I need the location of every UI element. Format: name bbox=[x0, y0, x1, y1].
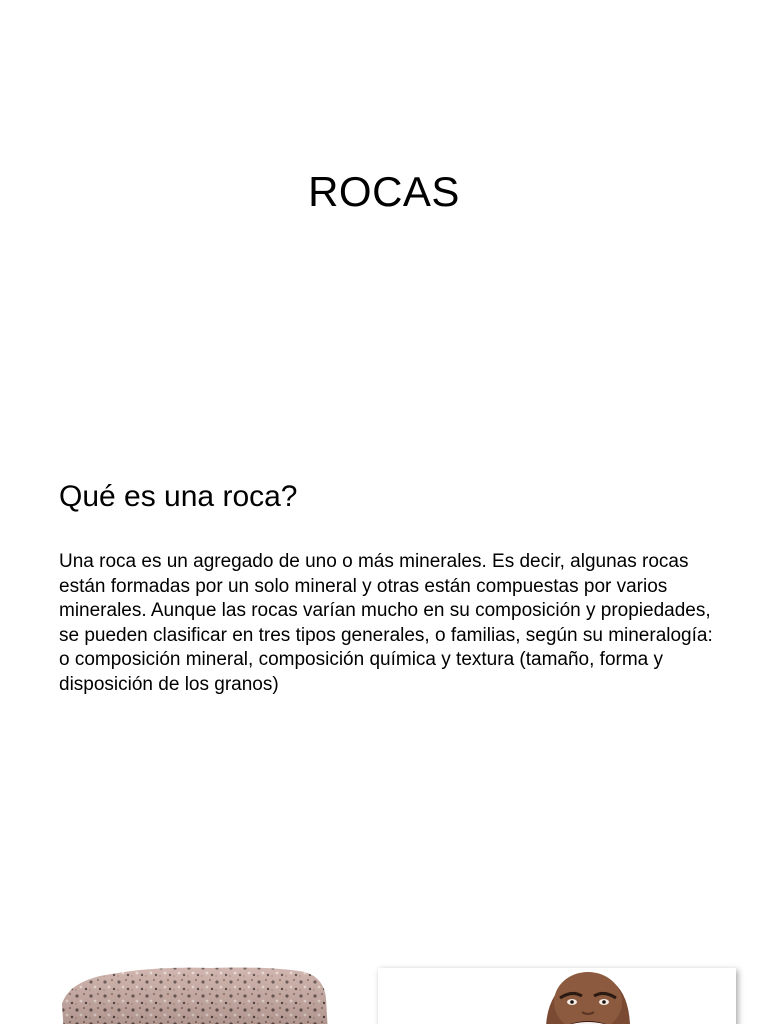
slide-title: ROCAS bbox=[308, 168, 460, 215]
person-image-frame bbox=[378, 968, 736, 1024]
rock-image bbox=[60, 964, 328, 1024]
section-body-text: Una roca es un agregado de uno o más minerales. Es decir, algunas rocas están formadas por un solo mineral y otras están compuestas por varios minerales. Aunque las rocas varían mucho en su composición y propiedades, se pueden clasificar en tres tipos generales, o familias, según su mineralogía: o composición mineral, composición química y textura (tamaño, forma y disposición de los granos) bbox=[59, 551, 713, 695]
content-slide bbox=[0, 430, 768, 1024]
title-slide bbox=[0, 0, 768, 431]
section-heading: Qué es una roca? bbox=[59, 480, 298, 513]
person-image bbox=[538, 968, 638, 1024]
